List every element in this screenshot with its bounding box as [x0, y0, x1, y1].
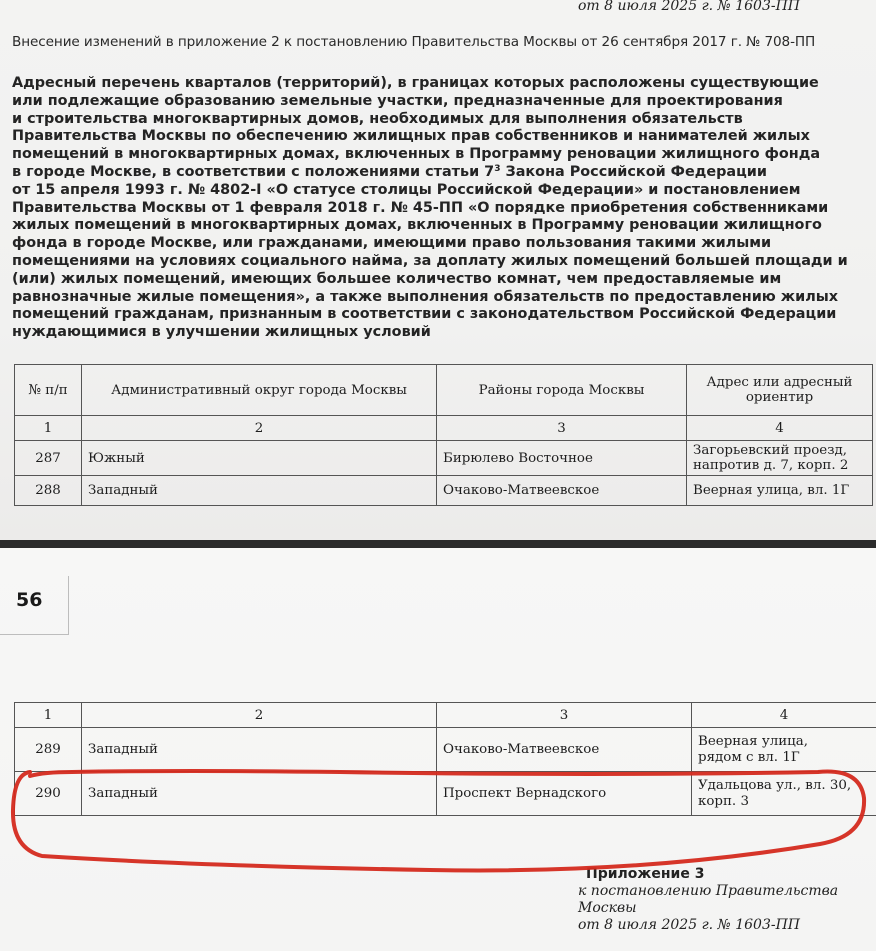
heading-line-tail: Закона Российской Федерации — [500, 163, 767, 180]
annex-line: к постановлению Правительства Москвы — [578, 883, 839, 916]
heading-line: нуждающимися в улучшении жилищных условий — [12, 324, 431, 341]
highlight-loop — [13, 771, 864, 870]
heading-line: фонда в городе Москве, или гражданами, имеющими право пользования такими жилыми — [12, 235, 772, 252]
row-number: 287 — [15, 441, 82, 476]
heading-line: (или) жилых помещений, имеющих большее количество комнат, чем предоставляемые им — [12, 270, 782, 287]
row-okrug: Западный — [82, 476, 437, 506]
table-header-row — [15, 365, 873, 416]
address-line: рядом с вл. 1Г — [698, 749, 800, 765]
address-line: корп. 3 — [698, 793, 749, 809]
address-line: Удальцова ул., вл. 30, — [698, 777, 852, 793]
header-number: № п/п — [15, 365, 82, 416]
col-number: 2 — [82, 416, 437, 441]
col-number: 4 — [687, 416, 873, 441]
heading-line-with-sup — [12, 164, 870, 182]
col-number: 3 — [437, 703, 692, 728]
heading-line: от 15 апреля 1993 г. № 4802-I «О статусе столицы Российской Федерации» и постановлением — [12, 181, 801, 198]
row-address — [687, 441, 873, 476]
document-heading — [12, 75, 870, 342]
table-row — [15, 476, 873, 506]
address-table — [14, 364, 873, 506]
row-rayon: Очаково-Матвеевское — [437, 728, 692, 772]
header-reference: от 8 июля 2025 г. № 1603-ПП — [578, 0, 801, 14]
row-okrug: Западный — [82, 728, 437, 772]
heading-line: Правительства Москвы от 1 февраля 2018 г. № 45-ПП «О порядке приобретения собственниками — [12, 199, 829, 216]
col-number: 1 — [15, 416, 82, 441]
row-number: 290 — [15, 772, 82, 816]
row-okrug: Южный — [82, 441, 437, 476]
annex-line: от 8 июля 2025 г. № 1603-ПП — [578, 917, 801, 933]
row-rayon: Проспект Вернадского — [437, 772, 692, 816]
heading-line: Адресный перечень кварталов (территорий), в границах которых расположены существующие — [12, 75, 819, 91]
heading-line: Правительства Москвы по обеспечению жилищных прав собственников и нанимателей жилых — [12, 128, 810, 145]
heading-line: помещениями на условиях социального найма, за доплату жилых помещений большей площади и — [12, 252, 848, 269]
row-address: Веерная улица, вл. 1Г — [687, 476, 873, 506]
header-address: Адрес или адресный ориентир — [687, 365, 873, 416]
heading-line: помещений в многоквартирных домах, включенных в Программу реновации жилищного фонда — [12, 146, 821, 163]
header-okrug: Административный округ города Москвы — [82, 365, 437, 416]
col-number: 4 — [692, 703, 876, 728]
document-subtitle: Внесение изменений в приложение 2 к постановлению Правительства Москвы от 26 сентября 2017 г. № 708-ПП — [12, 34, 816, 50]
heading-line: помещений гражданам, признанным в соответствии с законодательством Российской Федерации — [12, 306, 837, 323]
address-line: напротив д. 7, корп. 2 — [693, 458, 849, 473]
page-number: 56 — [16, 589, 43, 611]
annex-title: Приложение 3 — [586, 866, 705, 882]
col-number: 1 — [15, 703, 82, 728]
col-number: 3 — [437, 416, 687, 441]
bottom-page — [0, 548, 876, 951]
row-number: 288 — [15, 476, 82, 506]
row-rayon: Очаково-Матвеевское — [437, 476, 687, 506]
column-number-row — [15, 416, 873, 441]
heading-line: или подлежащие образованию земельные участки, предназначенные для проектирования — [12, 92, 783, 109]
row-rayon: Бирюлево Восточное — [437, 441, 687, 476]
address-line: Загорьевский проезд, — [693, 443, 847, 458]
address-line: Веерная улица, — [698, 733, 809, 749]
heading-line-start: в городе Москве, в соответствии с положениями статьи 7 — [12, 163, 495, 180]
heading-line: и строительства многоквартирных домов, необходимых для выполнения обязательств — [12, 110, 743, 127]
heading-superscript: 3 — [494, 163, 501, 174]
red-highlight-marker — [0, 548, 876, 951]
heading-line: равнозначные жилые помещения», а также выполнения обязательств по предоставлению жилых — [12, 288, 839, 305]
header-rayon: Районы города Москвы — [437, 365, 687, 416]
row-number: 289 — [15, 728, 82, 772]
row-okrug: Западный — [82, 772, 437, 816]
heading-line: жилых помещений в многоквартирных домах, включенных в Программу реновации жилищного — [12, 217, 822, 234]
table-row — [15, 441, 873, 476]
col-number: 2 — [82, 703, 437, 728]
